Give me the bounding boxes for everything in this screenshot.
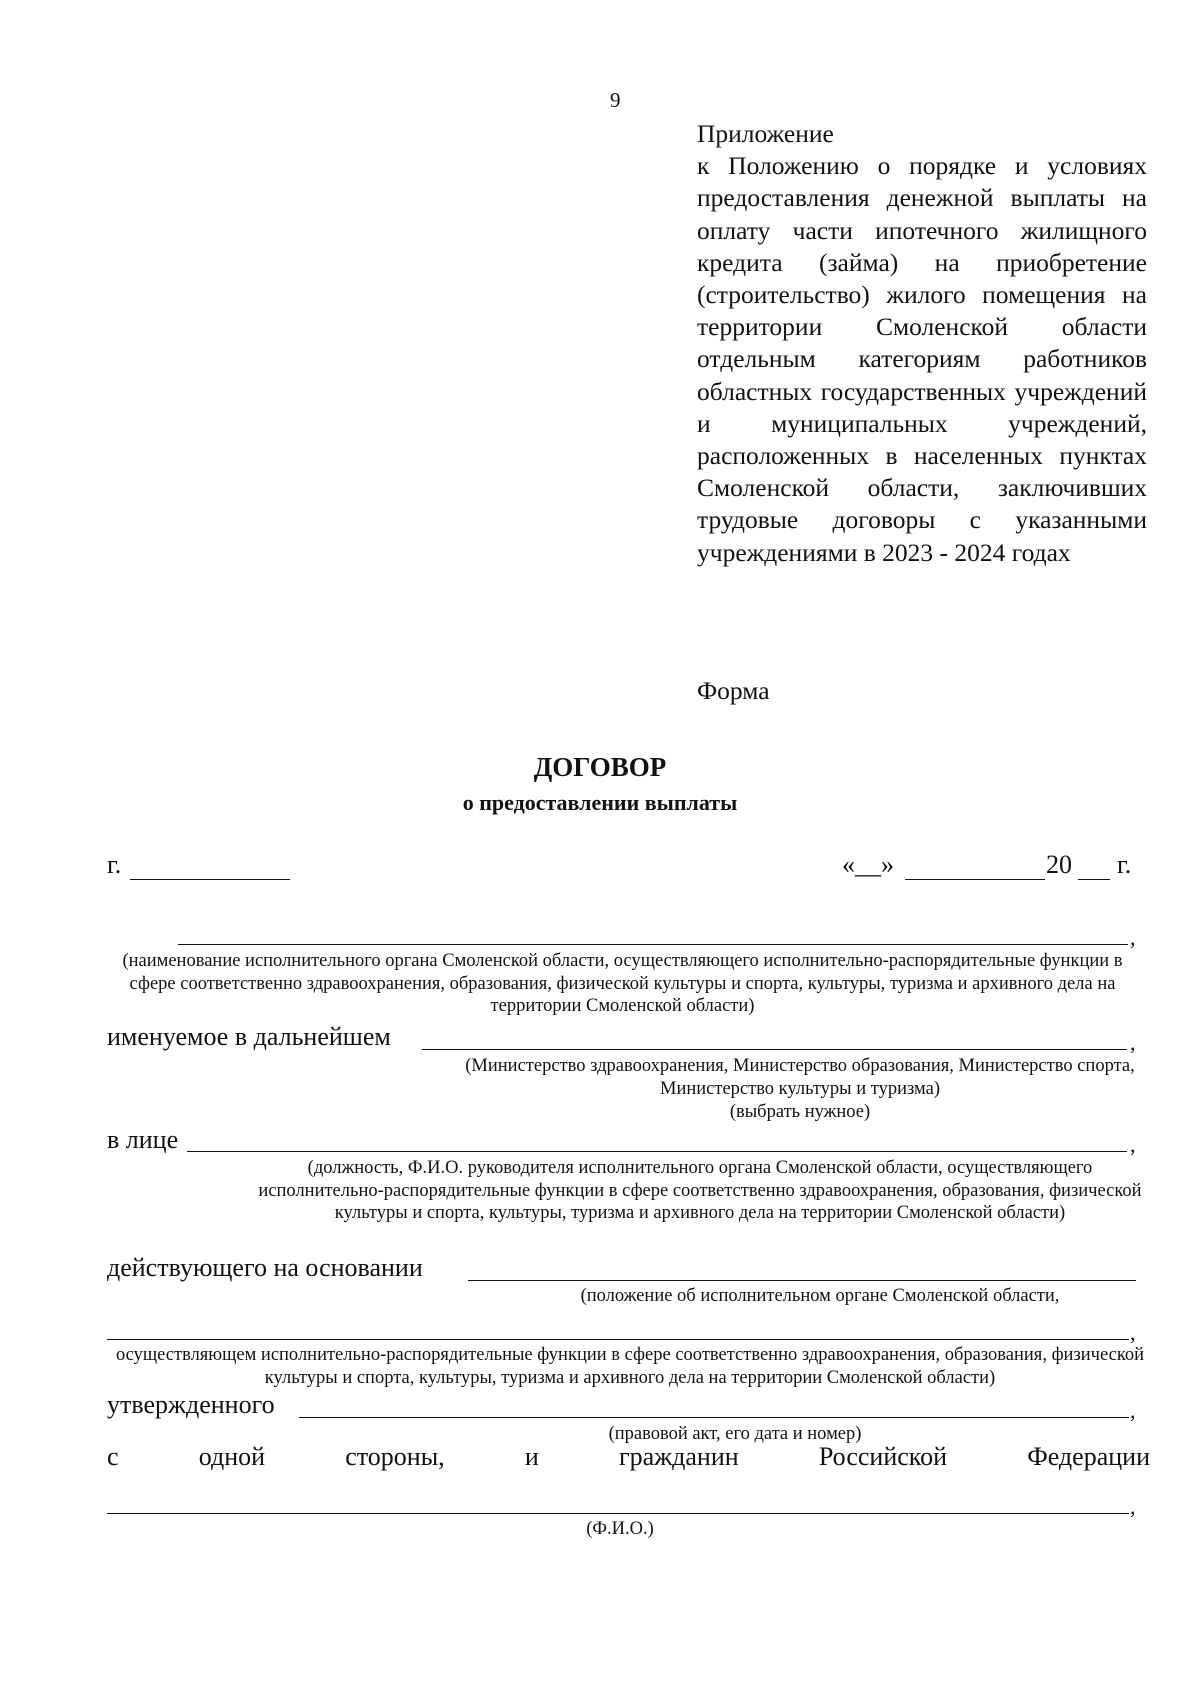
org-note: (наименование исполнительного органа Смоленской области, осуществляющего исполнительно-распорядительные функции в сфере соответственно здравоохранения, образования, физической культуры и спорта, культуры, туризма и архивного дела на территории Смоленской области)	[122, 951, 1123, 1016]
approved-label: утвержденного	[107, 1390, 275, 1419]
named-comma: ,	[1130, 1030, 1136, 1055]
parties-line	[107, 1442, 1150, 1472]
named-label: именуемое в дальнейшем	[107, 1022, 391, 1051]
citizen-comma: ,	[1130, 1494, 1136, 1519]
approved-blank[interactable]	[299, 1417, 1129, 1418]
parties-word: гражданин	[618, 1442, 739, 1471]
face-label: в лице	[107, 1125, 179, 1154]
document-subtitle: о предоставлении выплаты	[462, 790, 738, 815]
document-title: ДОГОВОР	[533, 752, 667, 782]
page-number: 9	[610, 88, 621, 112]
parties-word: Российской	[818, 1442, 947, 1471]
city-blank[interactable]	[130, 879, 290, 880]
form-label: Форма	[697, 676, 770, 705]
face-blank[interactable]	[187, 1151, 1127, 1152]
date-year-blank[interactable]	[1078, 879, 1110, 880]
basis-comma: ,	[1130, 1320, 1136, 1345]
approved-comma: ,	[1130, 1398, 1136, 1423]
parties-word: с	[107, 1442, 119, 1471]
basis-note: (положение об исполнительном органе Смоленской области,	[580, 1286, 1060, 1306]
citizen-note: (Ф.И.О.)	[586, 1519, 654, 1539]
appendix-body: к Положению о порядке и условиях предоставления денежной выплаты на оплату части ипотечного жилищного кредита (займа) на приобретение (строительство) жилого помещения на территории Смоленской области отдельным категориям работников областных государственных учреждений и муниципальных учреждений, расположенных в населенных пунктах Смоленской области, заключивших трудовые договоры с указанными учреждениями в 2023 - 2024 годах	[697, 151, 1147, 567]
parties-word: одной	[198, 1442, 266, 1471]
named-blank[interactable]	[422, 1049, 1127, 1050]
parties-word: Федерации	[1027, 1442, 1150, 1471]
date-year-prefix: 20	[1046, 850, 1072, 879]
named-note: (Министерство здравоохранения, Министерство образования, Министерство спорта, Министерство культуры и туризма)	[465, 1056, 1135, 1099]
basis-label: действующего на основании	[107, 1253, 423, 1282]
basis-blank-2[interactable]	[107, 1339, 1129, 1340]
parties-word: стороны,	[345, 1442, 445, 1471]
org-comma: ,	[1130, 925, 1136, 950]
date-month-blank[interactable]	[905, 879, 1045, 880]
face-note: (должность, Ф.И.О. руководителя исполнительного органа Смоленской области, осуществляющего исполнительно-распорядительные функции в сфере соответственно здравоохранения, образования, физической культуры и спорта, культуры, туризма и архивного дела на территории Смоленской области)	[258, 1158, 1142, 1223]
city-prefix: г.	[107, 850, 122, 879]
face-comma: ,	[1130, 1132, 1136, 1157]
appendix-head: Приложение	[697, 119, 834, 148]
named-note-choose: (выбрать нужное)	[729, 1102, 871, 1122]
approved-note: (правовой акт, его дата и номер)	[608, 1424, 862, 1444]
date-year-suffix: г.	[1117, 850, 1132, 879]
parties-word: и	[524, 1442, 539, 1471]
citizen-blank[interactable]	[107, 1513, 1129, 1514]
basis-blank[interactable]	[468, 1280, 1136, 1281]
date-day: «__»	[842, 850, 894, 879]
org-name-blank[interactable]	[178, 944, 1128, 945]
appendix-block	[697, 118, 1147, 569]
basis-note-2: осуществляющем исполнительно-распорядительные функции в сфере соответственно здравоохранения, образования, физической культуры и спорта, культуры, туризма и архивного дела на территории Смоленской области)	[115, 1345, 1145, 1388]
